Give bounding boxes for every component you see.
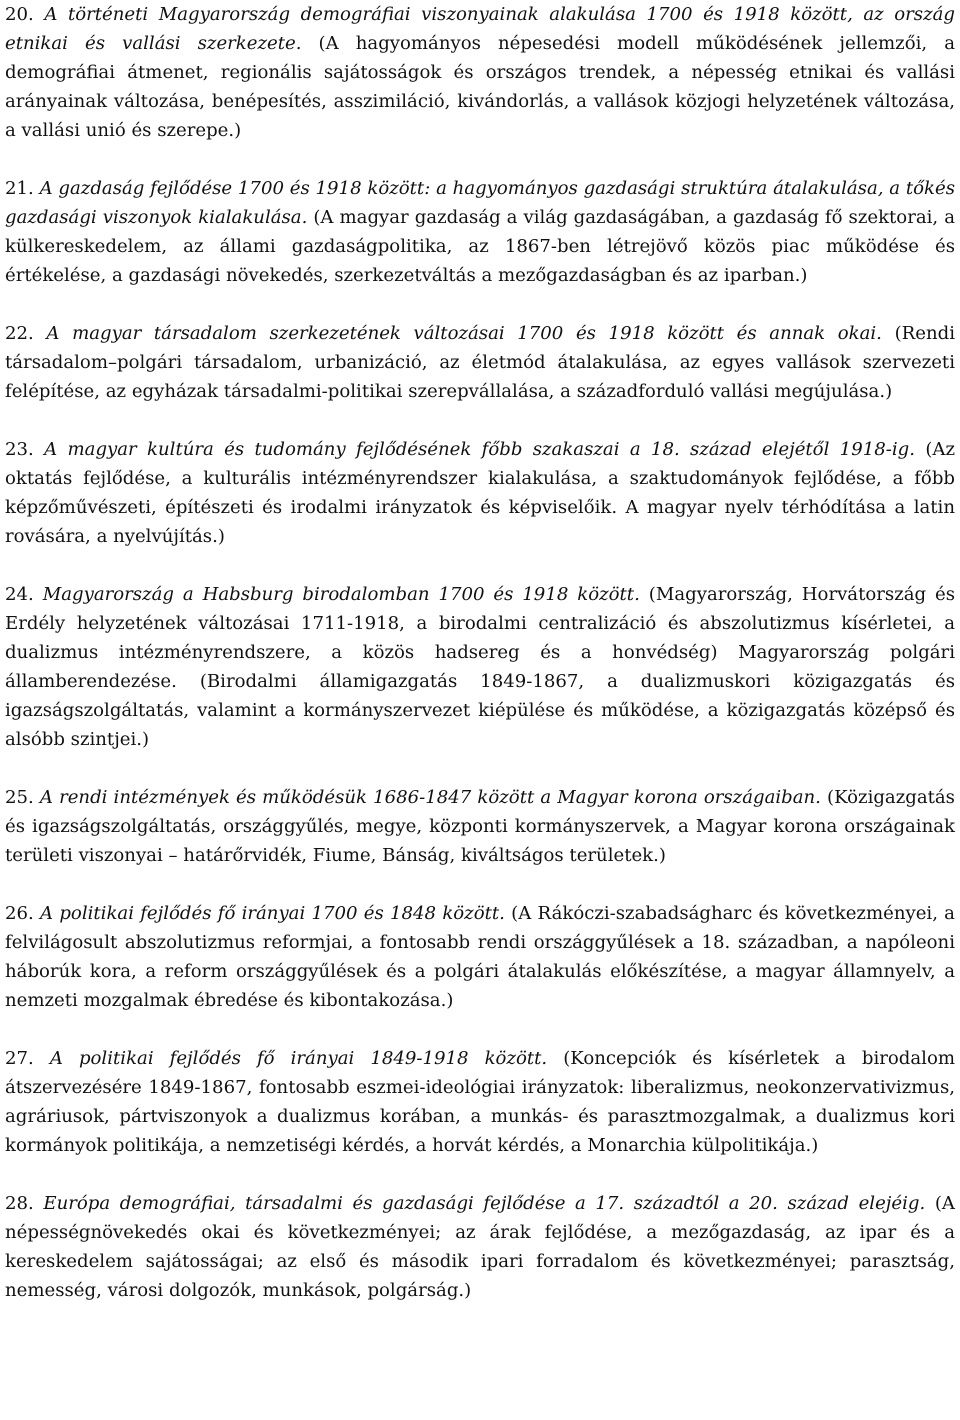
topic-details: (A népességnövekedés okai és következményei; az árak fejlődése, a mezőgazdaság, az ipar és a kereskedelem sajátosságai; az első és második ipari forradalom és következményei; parasztság, nemesség, városi dolgozók, munkások, polgárság.) [5,1193,955,1301]
topic-number: 23. [5,439,34,460]
topic-details: (Közigazgatás és igazságszolgáltatás, országgyűlés, megye, központi kormányszervek, a Magyar korona országainak területi viszonyai – határőrvidék, Fiume, Bánság, kiváltságos területek.) [5,787,955,866]
topic-details: (A Rákóczi-szabadságharc és következményei, a felvilágosult abszolutizmus reformjai, a fontosabb rendi országgyűlések a 18. században, a napóleoni háborúk kora, a reform országgyűlések és a polgári átalakulás előkészítése, a magyar államnyelv, a nemzeti mozgalmak ébredése és kibontakozása.) [5,903,955,1011]
topic-title: Magyarország a Habsburg birodalomban 1700 és 1918 között. [42,584,640,605]
topic-number: 27. [5,1048,34,1069]
topic-25 [5,783,955,870]
topic-22 [5,319,955,406]
topic-20 [5,0,955,145]
topic-number: 21. [5,178,34,199]
topic-27 [5,1044,955,1160]
topic-title: A gazdaság fejlődése 1700 és 1918 között: a hagyományos gazdasági struktúra átalakulása, a tőkés gazdasági viszonyok kialakulása. [5,178,955,228]
topic-26 [5,899,955,1015]
topic-24 [5,580,955,754]
topic-number: 25. [5,787,34,808]
topic-details: (A magyar gazdaság a világ gazdaságában, a gazdaság fő szektorai, a külkereskedelem, az állami gazdaságpolitika, az 1867-ben létrejövő közös piac működése és értékelése, a gazdasági növekedés, szerkezetváltás a mezőgazdaságban és az iparban.) [5,207,955,286]
topic-21 [5,174,955,290]
topic-title: A politikai fejlődés fő irányai 1849-1918 között. [49,1048,548,1069]
topic-title: A magyar kultúra és tudomány fejlődésének főbb szakaszai a 18. század elejétől 1918-ig. [44,439,915,460]
topic-title: Európa demográfiai, társadalmi és gazdasági fejlődése a 17. századtól a 20. század elejéig. [43,1193,926,1214]
topic-details: (A hagyományos népesedési modell működésének jellemzői, a demográfiai átmenet, regionális sajátosságok és országos trendek, a népesség etnikai és vallási arányainak változása, benépesítés, asszimiláció, kivándorlás, a vallások közjogi helyzetének változása, a vallási unió és szerepe.) [5,33,955,141]
topic-23 [5,435,955,551]
topic-number: 20. [5,4,34,25]
topic-details: (Koncepciók és kísérletek a birodalom átszervezésére 1849-1867, fontosabb eszmei-ideológiai irányzatok: liberalizmus, neokonzervativizmus, agráriusok, pártviszonyok a dualizmus korában, a munkás- és parasztmozgalmak, a dualizmus kori kormányok politikája, a nemzetiségi kérdés, a horvát kérdés, a Monarchia külpolitikája.) [5,1048,955,1156]
topic-details: (Az oktatás fejlődése, a kulturális intézményrendszer kialakulása, a szaktudományok fejlődése, a főbb képzőművészeti, építészeti és irodalmi irányzatok és képviselőik. A magyar nyelv térhódítása a latin rovására, a nyelvújítás.) [5,439,955,547]
topic-28 [5,1189,955,1305]
topic-number: 28. [5,1193,34,1214]
topic-number: 22. [5,323,34,344]
topic-title: A történeti Magyarország demográfiai viszonyainak alakulása 1700 és 1918 között, az ország etnikai és vallási szerkezete. [5,4,955,54]
topic-number: 24. [5,584,34,605]
topic-title: A magyar társadalom szerkezetének változásai 1700 és 1918 között és annak okai. [46,323,882,344]
topic-number: 26. [5,903,34,924]
topic-details: (Magyarország, Horvátország és Erdély helyzetének változásai 1711-1918, a birodalmi centralizáció és abszolutizmus kísérletei, a dualizmus intézményrendszere, a közös hadsereg és a honvédség) Magyarország polgári államberendezése. (Birodalmi államigazgatás 1849-1867, a dualizmuskori közigazgatás és igazságszolgáltatás, valamint a kormányszervezet kiépülése és működése, a közigazgatás középső és alsóbb szintjei.) [5,584,956,750]
topic-title: A rendi intézmények és működésük 1686-1847 között a Magyar korona országaiban. [39,787,821,808]
topic-title: A politikai fejlődés fő irányai 1700 és 1848 között. [40,903,505,924]
topic-details: (Rendi társadalom–polgári társadalom, urbanizáció, az életmód átalakulása, az egyes vallások szervezeti felépítése, az egyházak társadalmi-politikai szerepvállalása, a századforduló vallási megújulása.) [5,323,955,402]
